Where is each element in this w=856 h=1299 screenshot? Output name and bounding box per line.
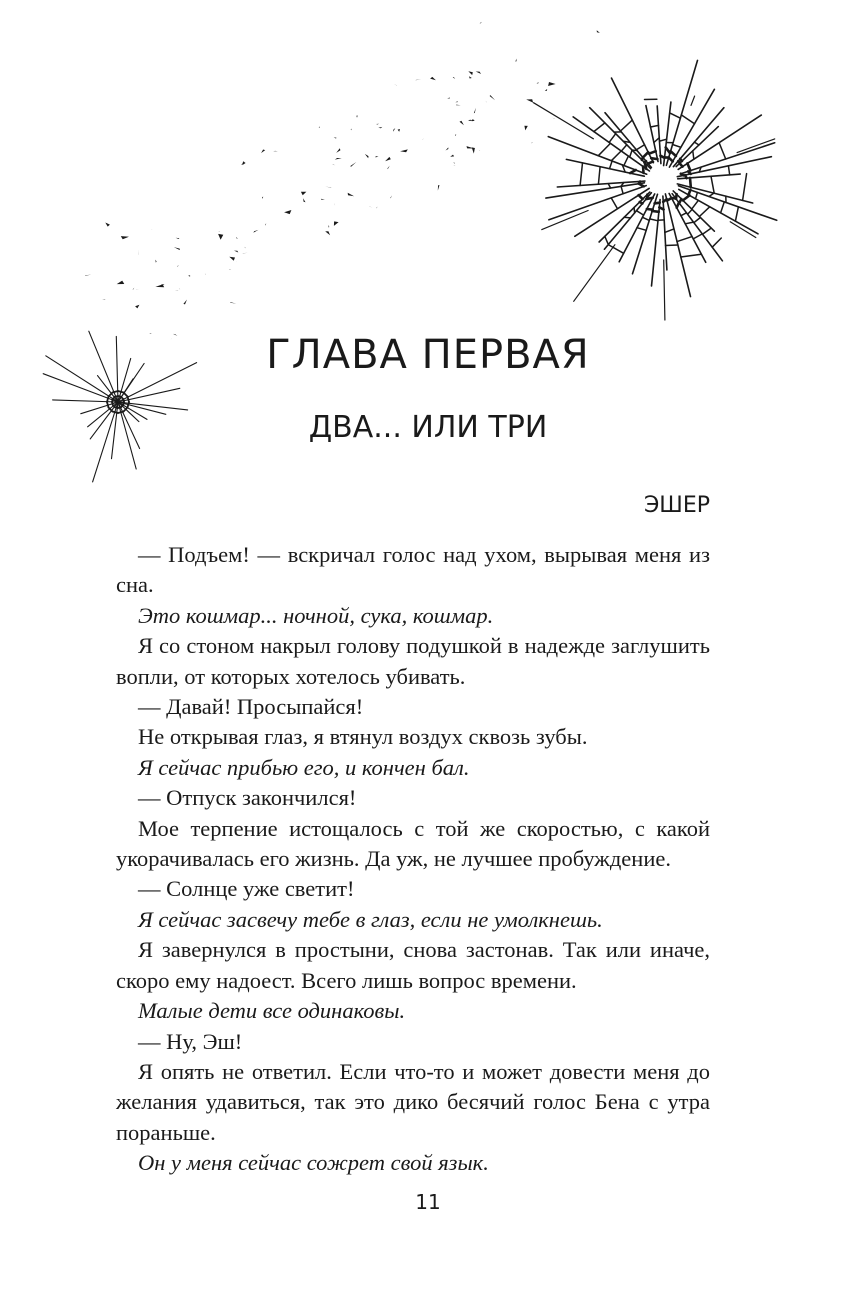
text-paragraph: — Давай! Просыпайся! xyxy=(138,694,364,720)
inner-thought-paragraph: Малые дети все одинаковы. xyxy=(138,998,406,1024)
text-paragraph: Я со стоном накрыл голову подушкой в надежде заглушить вопли, от которых хотелось убивать. xyxy=(116,633,710,689)
chapter-title: ГЛАВА ПЕРВАЯ xyxy=(266,332,590,378)
inner-thought-paragraph: Я сейчас прибью его, и кончен бал. xyxy=(138,754,470,780)
text-paragraph: — Отпуск закончился! xyxy=(138,785,357,811)
narrator-name: ЭШЕР xyxy=(643,493,710,518)
shattered-glass-large-icon xyxy=(534,60,777,320)
glass-shards-icon xyxy=(85,22,600,340)
inner-thought-paragraph: Он у меня сейчас сожрет свой язык. xyxy=(138,1150,489,1176)
text-paragraph: — Ну, Эш! xyxy=(138,1028,243,1054)
text-paragraph: — Солнце уже светит! xyxy=(138,876,355,902)
inner-thought-paragraph: Я сейчас засвечу тебе в глаз, если не умолкнешь. xyxy=(138,906,603,932)
text-paragraph: Мое терпение истощалось с той же скоростью, с какой укорачивалась его жизнь. Да уж, не лучшее пробуждение. xyxy=(116,815,710,872)
inner-thought-paragraph: Это кошмар... ночной, сука, кошмар. xyxy=(138,602,494,628)
text-paragraph: — Подъем! — вскричал голос над ухом, вырывая меня из сна. xyxy=(116,542,710,598)
chapter-body-text xyxy=(116,540,710,1179)
page-number: 11 xyxy=(415,1190,441,1214)
text-paragraph: Не открывая глаз, я втянул воздух сквозь зубы. xyxy=(138,724,588,750)
text-paragraph: Я опять не ответил. Если что-то и может довести меня до желания удавиться, так это дико бесячий голос Бена с утра пораньше. xyxy=(116,1058,710,1145)
chapter-subtitle: ДВА... ИЛИ ТРИ xyxy=(308,410,548,445)
text-paragraph: Я завернулся в простыни, снова застонав. Так или иначе, скоро ему надоест. Всего лишь вопрос времени. xyxy=(116,937,710,993)
